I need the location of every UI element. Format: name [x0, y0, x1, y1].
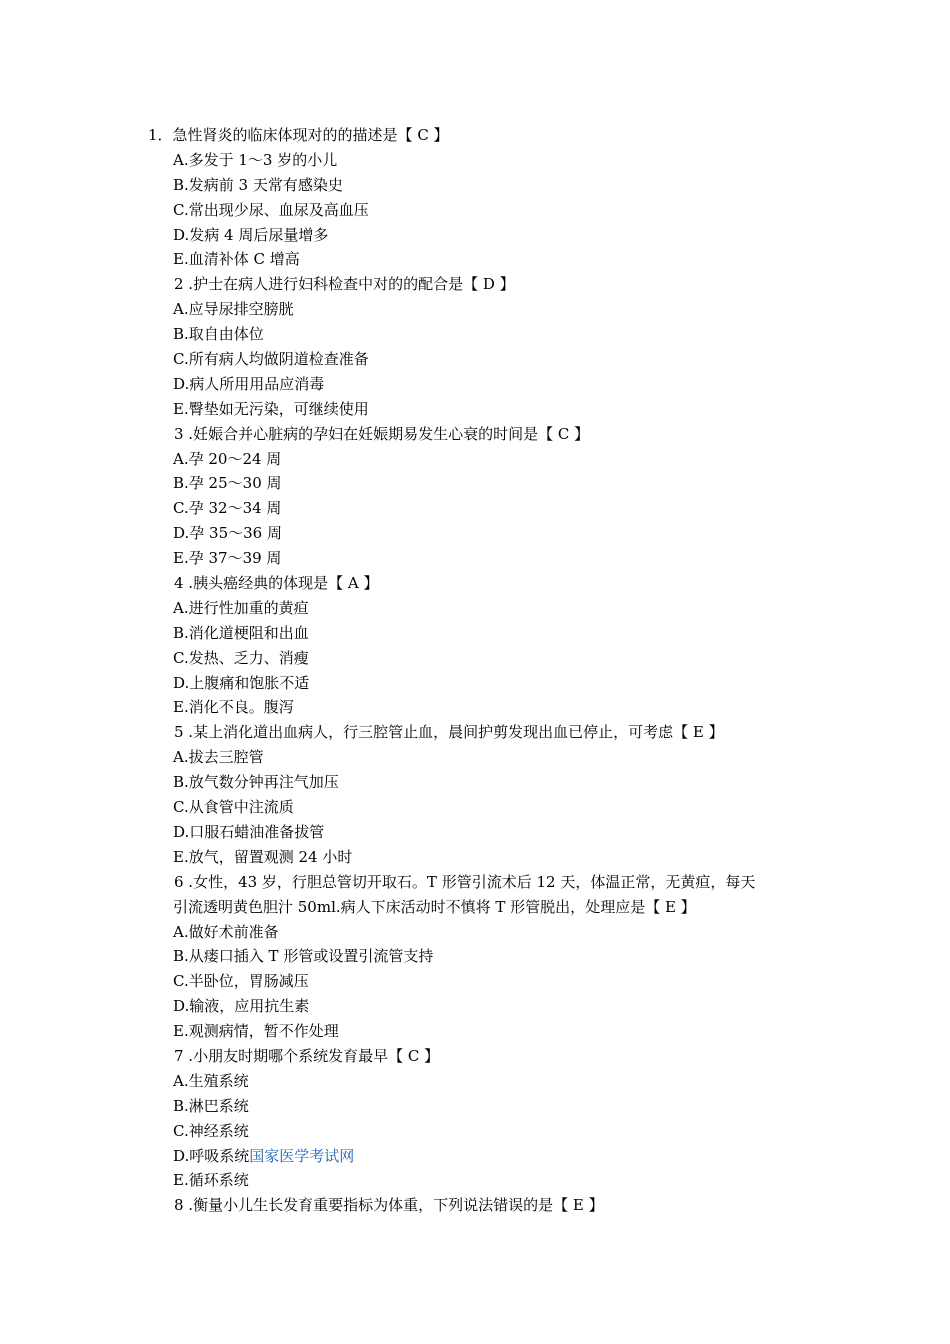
question-7-option-d-row: [148, 1144, 828, 1169]
question-4-option-d: D.上腹痛和饱胀不适: [173, 673, 310, 692]
question-6-stem: 6 .女性，43 岁，行胆总管切开取石。T 形管引流术后 12 天，体温正常，无黄疸，每天: [174, 872, 756, 891]
question-5-option-a: A.拔去三腔管: [173, 748, 264, 767]
question-2-option-c: C.所有病人均做阴道检查准备: [173, 350, 369, 369]
question-6-stem-continued: 引流透明黄色胆汁 50ml.病人下床活动时不慎将 T 形管脱出，处理应是【 E 】: [173, 897, 696, 916]
question-2-option-d: D.病人所用用品应消毒: [173, 374, 325, 393]
question-7-option-e: E.循环系统: [173, 1171, 249, 1190]
question-4-stem: 4 .胰头癌经典的体现是【 A 】: [174, 574, 379, 593]
question-3-option-e: E.孕 37～39 周: [173, 549, 282, 568]
question-6-option-c: C.半卧位，胃肠减压: [173, 972, 309, 991]
question-6-option-b: B.从瘘口插入 T 形管或设置引流管支持: [173, 947, 434, 966]
question-1-option-e: E.血清补体 C 增高: [173, 250, 300, 269]
question-5-option-b: B.放气数分钟再注气加压: [173, 773, 339, 792]
question-7-option-c: C.神经系统: [173, 1121, 249, 1140]
question-5-option-c: C.从食管中注流质: [173, 798, 294, 817]
question-2-option-a: A.应导尿排空膀胱: [173, 300, 294, 319]
question-6-option-a: A.做好术前准备: [173, 922, 279, 941]
question-7-option-b: B.淋巴系统: [173, 1096, 249, 1115]
question-2-option-e: E.臀垫如无污染，可继续使用: [173, 399, 369, 418]
question-3-option-b: B.孕 25～30 周: [173, 474, 282, 493]
question-7-option-a: A.生殖系统: [173, 1071, 249, 1090]
question-3-stem: 3 .妊娠合并心脏病的孕妇在妊娠期易发生心衰的时间是【 C 】: [174, 424, 590, 443]
question-2-option-b: B.取自由体位: [173, 325, 264, 344]
question-3-option-d: D.孕 35～36 周: [173, 524, 282, 543]
site-link[interactable]: 国家医学考试网: [249, 1146, 355, 1165]
question-5-stem: 5 .某上消化道出血病人，行三腔管止血，晨间护剪发现出血已停止，可考虑【 E 】: [174, 723, 724, 742]
question-4-option-c: C.发热、乏力、消瘦: [173, 648, 309, 667]
question-7-option-d: D.呼吸系统: [173, 1146, 250, 1165]
question-1-option-b: B.发病前 3 天常有感染史: [173, 175, 343, 194]
question-3-option-a: A.孕 20～24 周: [173, 449, 282, 468]
document-body: [148, 123, 828, 1218]
question-4-option-b: B.消化道梗阻和出血: [173, 623, 309, 642]
question-7-stem: 7 .小朋友时期哪个系统发育最早【 C 】: [174, 1046, 440, 1065]
question-8-stem: 8 .衡量小儿生长发育重要指标为体重，下列说法错误的是【 E 】: [174, 1196, 604, 1215]
question-1-option-d: D.发病 4 周后尿量增多: [173, 225, 329, 244]
question-2-stem: 2 .护士在病人进行妇科检查中对的的配合是【 D 】: [174, 275, 515, 294]
question-5-option-d: D.口服石蜡油准备拔管: [173, 822, 325, 841]
question-1-option-c: C.常出现少尿、血尿及高血压: [173, 200, 369, 219]
question-1-option-a: A.多发于 1～3 岁的小儿: [173, 150, 338, 169]
question-6-option-e: E.观测病情，暂不作处理: [173, 1022, 339, 1041]
question-3-option-c: C.孕 32～34 周: [173, 499, 282, 518]
question-4-option-a: A.进行性加重的黄疸: [173, 598, 309, 617]
question-4-option-e: E.消化不良。腹泻: [173, 698, 294, 717]
question-1-stem: 1．急性肾炎的临床体现对的的描述是【 C 】: [148, 126, 449, 144]
question-6-option-d: D.输液，应用抗生素: [173, 997, 310, 1016]
question-5-option-e: E.放气，留置观测 24 小时: [173, 847, 353, 866]
